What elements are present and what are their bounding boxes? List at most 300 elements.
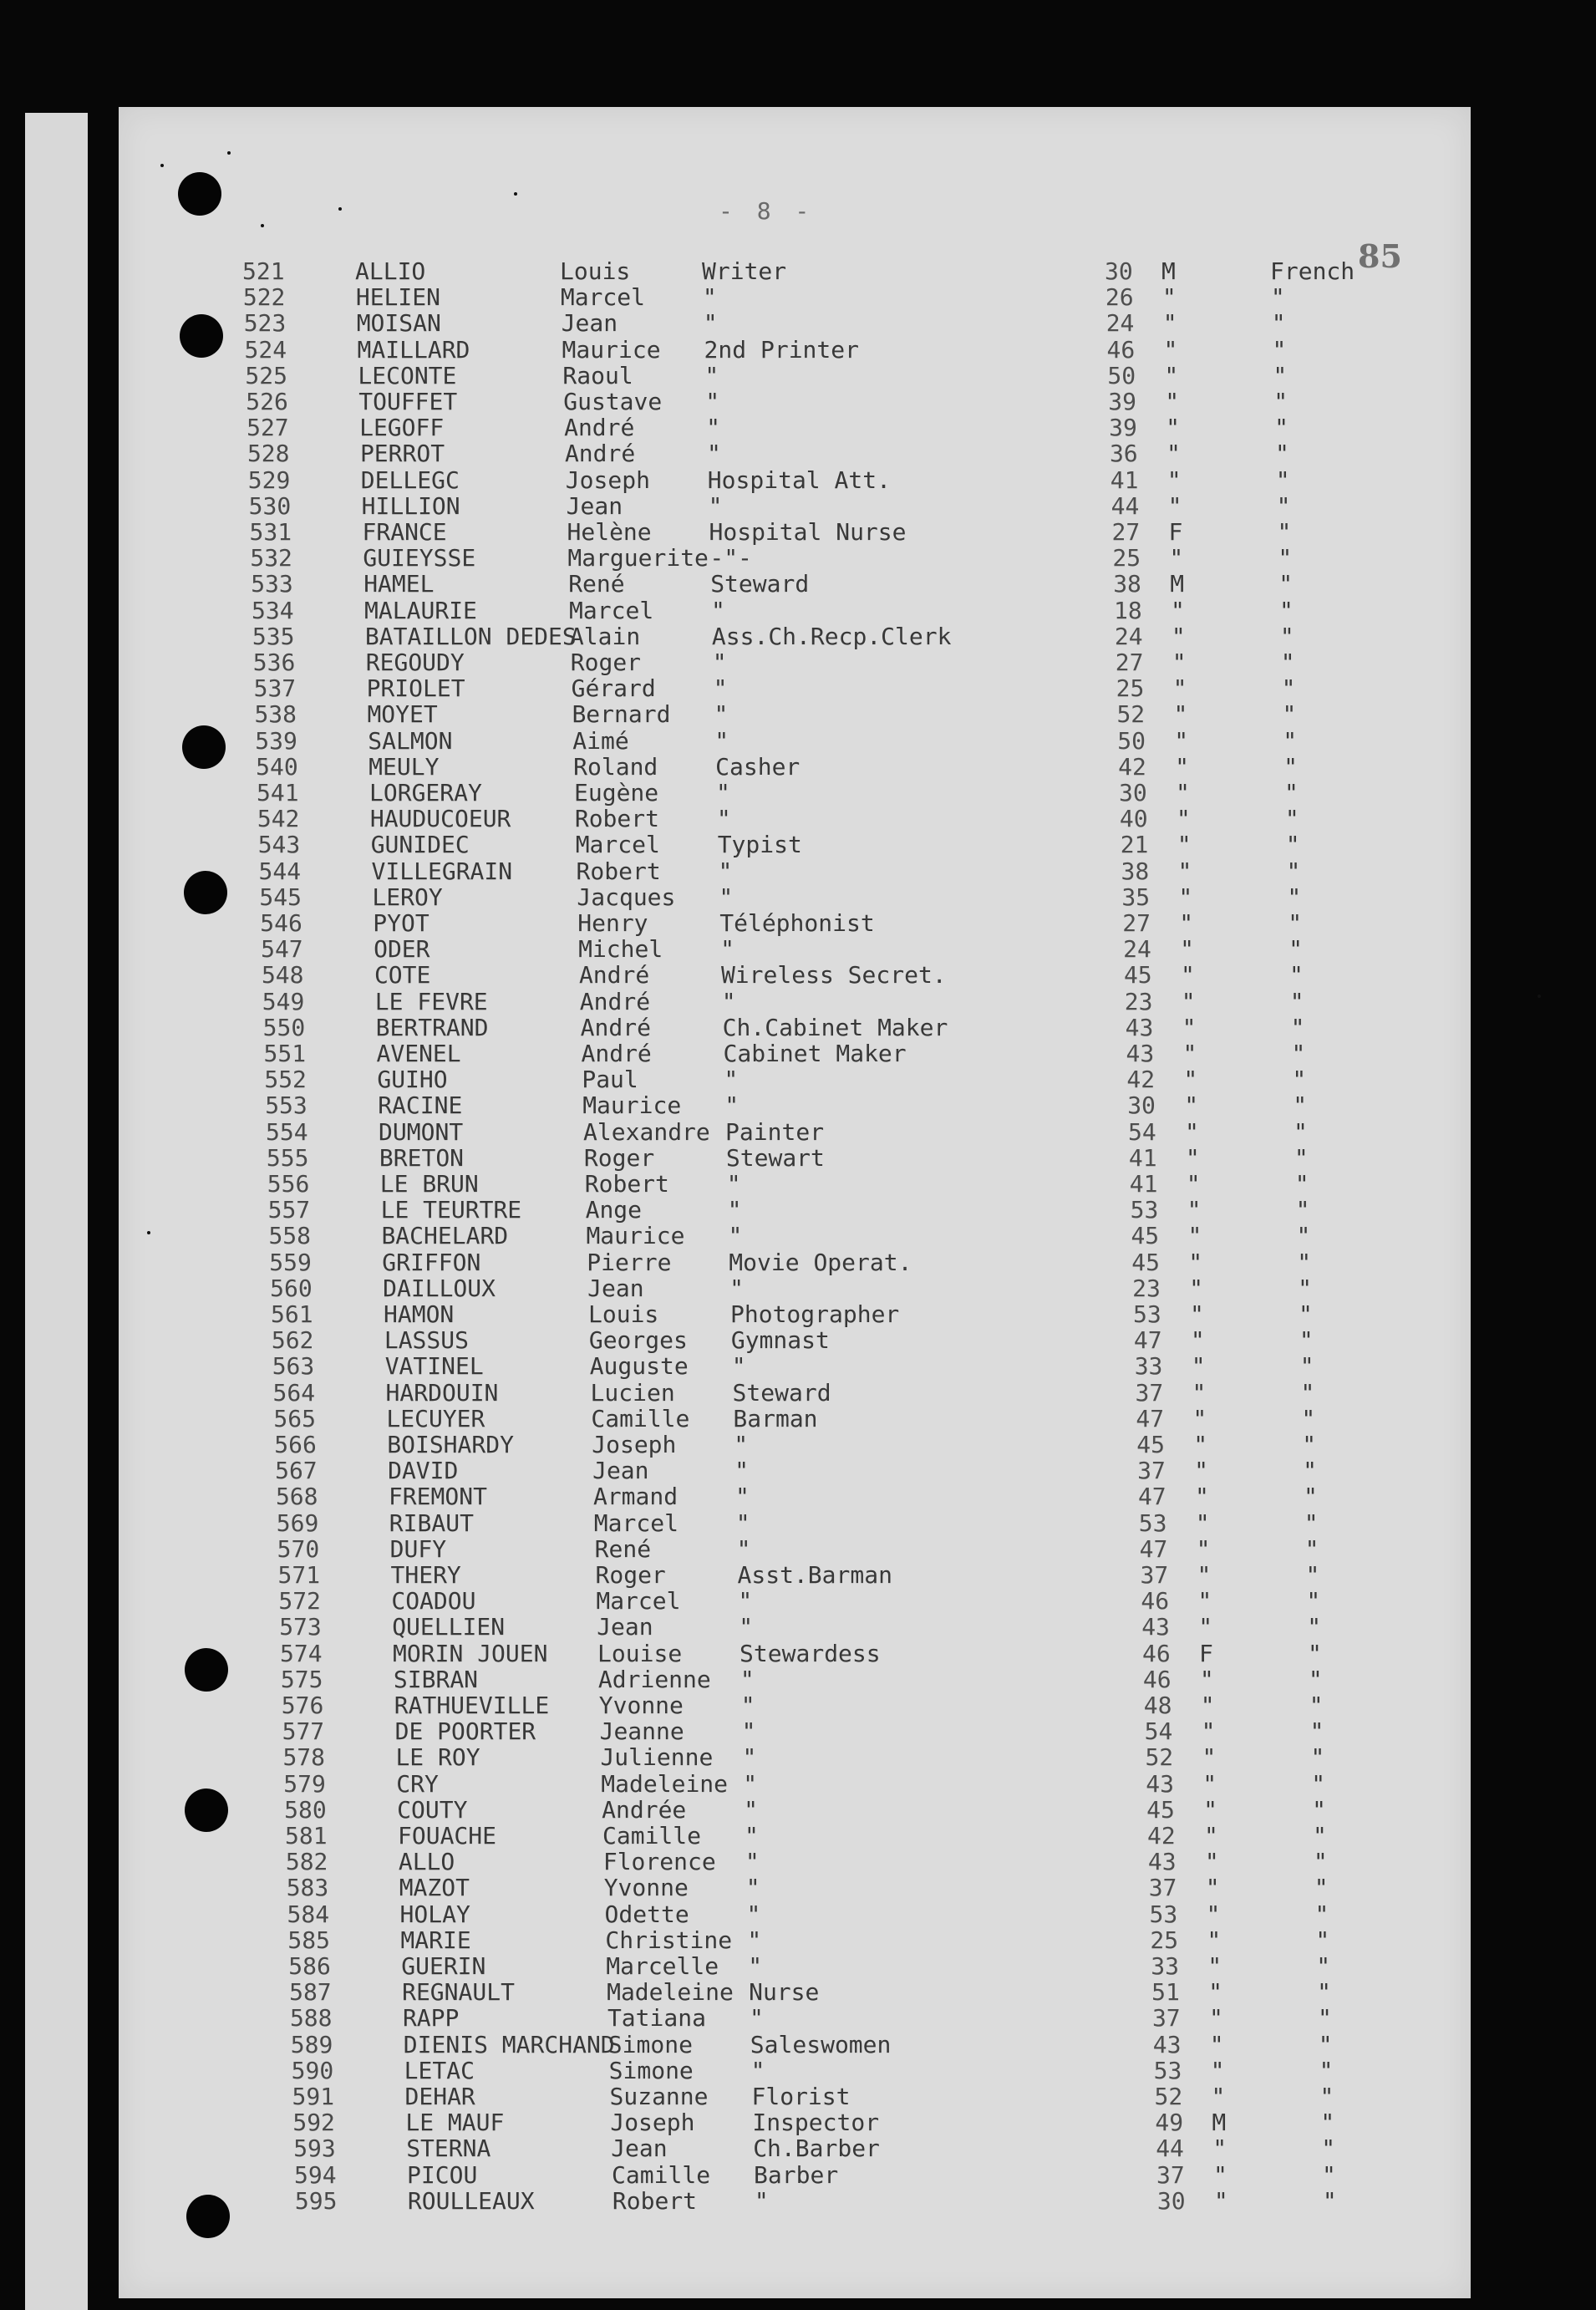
given-name: Joseph <box>610 2109 695 2137</box>
sex: " <box>1185 1117 1199 1146</box>
age: 25 <box>1112 544 1141 572</box>
row-number: 567 <box>275 1457 318 1485</box>
age: 54 <box>1128 1117 1156 1146</box>
row-number: 544 <box>258 857 302 885</box>
age: 23 <box>1132 1274 1161 1302</box>
given-name: Jacques <box>577 883 676 911</box>
age: 25 <box>1150 1926 1179 1954</box>
occupation: " <box>720 935 734 964</box>
age: 50 <box>1107 361 1136 389</box>
nationality: " <box>1278 544 1293 572</box>
sex: " <box>1180 935 1194 964</box>
age: 30 <box>1105 257 1133 285</box>
given-name: Robert <box>574 805 659 833</box>
occupation: Stewardess <box>740 1639 881 1667</box>
surname: HELIEN <box>355 283 440 312</box>
surname: HAMEL <box>363 570 435 598</box>
sex: " <box>1177 857 1192 885</box>
sex: M <box>1161 257 1176 285</box>
row-number: 580 <box>284 1795 327 1824</box>
occupation: " <box>721 987 736 1015</box>
surname: DUMONT <box>379 1117 464 1146</box>
row-number: 592 <box>292 2109 335 2137</box>
surname: LETAC <box>404 2056 475 2084</box>
nationality: " <box>1301 1404 1316 1432</box>
sex: " <box>1172 649 1187 676</box>
row-number: 577 <box>282 1717 325 1746</box>
surname: MALAURIE <box>364 596 477 624</box>
row-number: 535 <box>252 622 295 650</box>
surname: LORGERAY <box>369 779 482 806</box>
nationality: " <box>1288 909 1303 937</box>
surname: BOISHARDY <box>387 1431 514 1458</box>
sex: M <box>1212 2109 1227 2137</box>
age: 46 <box>1106 335 1136 364</box>
given-name: André <box>564 414 635 442</box>
surname: SALMON <box>368 726 453 755</box>
occupation: " <box>738 1587 753 1615</box>
age: 44 <box>1111 491 1140 520</box>
row-number: 587 <box>289 1978 332 2007</box>
occupation: " <box>745 1848 760 1876</box>
occupation: " <box>754 2186 769 2215</box>
age: 43 <box>1152 2030 1182 2058</box>
occupation: " <box>734 1483 750 1511</box>
row-number: 556 <box>267 1170 310 1198</box>
row-number: 538 <box>254 700 297 729</box>
age: 45 <box>1146 1795 1175 1824</box>
nationality: " <box>1308 1639 1322 1667</box>
row-number: 537 <box>253 674 297 703</box>
row-number: 524 <box>244 335 287 364</box>
occupation: " <box>740 1692 755 1719</box>
row-number: 564 <box>272 1378 316 1407</box>
row-number: 562 <box>271 1326 314 1355</box>
nationality: " <box>1304 1534 1319 1563</box>
nationality: " <box>1288 935 1303 964</box>
sex: " <box>1206 1900 1221 1928</box>
nationality: " <box>1272 335 1287 364</box>
surname: PICOU <box>407 2160 478 2189</box>
nationality: " <box>1270 283 1285 312</box>
occupation: Ch.Cabinet Maker <box>722 1013 948 1041</box>
occupation: " <box>724 1091 740 1120</box>
occupation: " <box>736 1534 751 1563</box>
surname: LE TEURTRE <box>380 1196 522 1224</box>
given-name: René <box>568 570 625 598</box>
row-number: 560 <box>270 1274 313 1302</box>
nationality: " <box>1314 1900 1329 1928</box>
nationality: " <box>1306 1587 1321 1615</box>
surname: RAPP <box>402 2004 460 2033</box>
row-number: 569 <box>276 1509 319 1537</box>
given-name: Alexandre <box>583 1117 710 1146</box>
sex: " <box>1167 491 1182 520</box>
age: 53 <box>1149 1900 1178 1928</box>
age: 37 <box>1135 1378 1164 1407</box>
nationality: " <box>1274 414 1288 442</box>
occupation: " <box>748 1952 763 1980</box>
given-name: Louise <box>597 1639 683 1667</box>
occupation: " <box>703 309 718 338</box>
age: 37 <box>1151 2004 1181 2033</box>
given-name: Marcel <box>575 831 660 859</box>
age: 46 <box>1142 1639 1171 1667</box>
age: 39 <box>1108 388 1136 415</box>
row-number: 563 <box>272 1352 315 1381</box>
age: 48 <box>1143 1692 1172 1719</box>
nationality: " <box>1303 1457 1317 1485</box>
sex: " <box>1197 1587 1212 1615</box>
occupation: " <box>728 1222 743 1250</box>
occupation: " <box>745 1822 759 1850</box>
row-number: 566 <box>274 1431 317 1458</box>
occupation: " <box>740 1665 755 1693</box>
row-number: 551 <box>263 1040 307 1067</box>
sex: " <box>1200 1692 1215 1719</box>
nationality: " <box>1303 1483 1318 1511</box>
surname: DE POORTER <box>394 1717 536 1746</box>
sex: " <box>1209 2030 1224 2058</box>
occupation: Téléphonist <box>719 909 875 937</box>
sex: " <box>1169 544 1184 572</box>
sex: " <box>1192 1404 1207 1432</box>
surname: ROULLEAUX <box>407 2186 535 2215</box>
row-number: 595 <box>294 2186 338 2215</box>
sex: " <box>1187 1196 1202 1224</box>
surname: HILLION <box>361 491 460 520</box>
sex: " <box>1189 1274 1203 1302</box>
surname: RIBAUT <box>389 1509 474 1537</box>
occupation: " <box>734 1431 749 1458</box>
surname: BRETON <box>379 1143 465 1172</box>
surname: ALLIO <box>355 257 426 285</box>
surname: MARIE <box>400 1926 471 1954</box>
nationality: " <box>1296 1222 1311 1250</box>
occupation: " <box>714 700 729 729</box>
sex: " <box>1208 1978 1222 2007</box>
given-name: Joseph <box>565 466 650 494</box>
given-name: Marcel <box>560 283 645 312</box>
sex: " <box>1182 1013 1197 1041</box>
sex: F <box>1199 1639 1213 1667</box>
sex: " <box>1198 1613 1213 1641</box>
row-number: 579 <box>283 1769 326 1798</box>
row-number: 570 <box>277 1534 320 1563</box>
row-number: 527 <box>247 414 289 442</box>
given-name: Paul <box>582 1066 638 1094</box>
sex: " <box>1176 779 1190 806</box>
sex: " <box>1190 1326 1205 1355</box>
nationality: " <box>1280 649 1295 676</box>
sex: " <box>1182 1040 1197 1067</box>
folio-number: 85 <box>1358 237 1402 275</box>
given-name: Suzanne <box>609 2083 709 2110</box>
given-name: Roger <box>570 649 642 676</box>
nationality: " <box>1298 1274 1312 1302</box>
occupation: Florist <box>751 2083 851 2110</box>
row-number: 539 <box>255 726 297 755</box>
nationality: " <box>1281 674 1296 703</box>
nationality: " <box>1290 1013 1305 1041</box>
age: 30 <box>1119 779 1147 806</box>
occupation: " <box>742 1743 757 1772</box>
row-number: 584 <box>287 1900 330 1928</box>
nationality: " <box>1291 1040 1306 1067</box>
surname: GUIHO <box>377 1066 448 1094</box>
given-name: Roland <box>573 752 658 781</box>
surname: PRIOLET <box>366 674 465 703</box>
surname: DEHAR <box>404 2083 475 2110</box>
surname: REGOUDY <box>365 649 465 676</box>
sex: " <box>1201 1717 1216 1746</box>
given-name: Yvonne <box>598 1692 684 1719</box>
occupation: Typist <box>717 831 802 859</box>
sex: " <box>1195 1509 1210 1537</box>
age: 18 <box>1114 596 1142 624</box>
given-name: Roger <box>583 1143 655 1172</box>
given-name: André <box>578 961 650 990</box>
age: 41 <box>1110 466 1139 494</box>
surname: LECONTE <box>358 361 457 389</box>
surname: RATHUEVILLE <box>394 1692 550 1719</box>
nationality: " <box>1282 700 1297 729</box>
given-name: Julienne <box>600 1743 714 1772</box>
row-number: 578 <box>282 1743 326 1772</box>
surname: PYOT <box>373 909 429 937</box>
given-name: Eugène <box>574 779 659 806</box>
occupation: " <box>719 883 734 911</box>
row-number: 589 <box>290 2030 333 2058</box>
occupation: " <box>704 361 719 389</box>
sex: " <box>1199 1665 1214 1693</box>
given-name: Jean <box>561 309 618 338</box>
nationality: " <box>1292 1066 1307 1094</box>
surname: REGNAULT <box>402 1978 515 2007</box>
given-name: Maurice <box>562 335 661 364</box>
nationality: " <box>1304 1509 1319 1537</box>
given-name: Henry <box>577 909 648 937</box>
given-name: Lucien <box>590 1378 675 1407</box>
occupation: " <box>714 726 729 755</box>
surname: MEULY <box>369 752 440 781</box>
given-name: Marcel <box>596 1587 681 1615</box>
nationality: " <box>1273 361 1288 389</box>
surname: BERTRAND <box>375 1013 489 1041</box>
given-name: Jean <box>587 1274 644 1302</box>
nationality: " <box>1320 2109 1335 2137</box>
sex: F <box>1168 518 1183 546</box>
given-name: Marcel <box>569 596 654 624</box>
surname: QUELLIEN <box>392 1613 506 1641</box>
given-name: Camille <box>602 1822 702 1850</box>
nationality: " <box>1312 1795 1326 1824</box>
sex: " <box>1171 596 1185 624</box>
sex: " <box>1161 283 1177 312</box>
nationality: " <box>1316 1952 1331 1980</box>
row-number: 583 <box>286 1874 329 1902</box>
given-name: Raoul <box>562 361 633 389</box>
age: 43 <box>1126 1040 1155 1067</box>
row-number: 536 <box>252 649 296 676</box>
given-name: Jean <box>611 2134 668 2163</box>
age: 30 <box>1156 2186 1186 2215</box>
age: 43 <box>1125 1013 1154 1041</box>
given-name: Gérard <box>571 674 656 703</box>
given-name: Jean <box>597 1613 653 1641</box>
given-name: Joseph <box>592 1431 677 1458</box>
row-number: 586 <box>288 1952 331 1980</box>
age: 45 <box>1131 1248 1161 1276</box>
row-number: 521 <box>242 257 285 285</box>
sex: " <box>1207 1952 1222 1980</box>
sex: " <box>1186 1170 1201 1198</box>
sex: " <box>1184 1091 1199 1120</box>
occupation: Painter <box>725 1117 825 1146</box>
surname: LE BRUN <box>379 1170 479 1198</box>
occupation: " <box>718 857 733 885</box>
nationality: " <box>1322 2160 1336 2189</box>
occupation: " <box>708 491 723 520</box>
occupation: Gymnast <box>730 1326 830 1355</box>
nationality: French <box>1270 257 1355 285</box>
row-number: 573 <box>279 1613 322 1641</box>
row-number: 552 <box>264 1066 307 1094</box>
age: 30 <box>1127 1091 1156 1120</box>
sex: " <box>1204 1822 1218 1850</box>
given-name: Andrée <box>602 1795 687 1824</box>
given-name: Robert <box>576 857 661 885</box>
age: 52 <box>1154 2083 1183 2110</box>
nationality: " <box>1319 2083 1334 2110</box>
given-name: Gustave <box>563 388 663 415</box>
sex: " <box>1177 831 1192 859</box>
sex: " <box>1167 466 1182 494</box>
sex: " <box>1193 1431 1208 1458</box>
sex: " <box>1196 1534 1211 1563</box>
surname: MAILLARD <box>357 335 470 364</box>
row-number: 530 <box>248 491 292 520</box>
surname: ODER <box>374 935 430 964</box>
given-name: Marcel <box>593 1509 679 1537</box>
nationality: " <box>1299 1326 1314 1355</box>
occupation: " <box>726 1170 741 1198</box>
given-name: André <box>580 1013 651 1041</box>
row-number: 554 <box>266 1117 308 1146</box>
row-number: 591 <box>292 2083 335 2110</box>
sex: " <box>1185 1143 1200 1172</box>
surname: COUTY <box>397 1795 468 1824</box>
nationality: " <box>1274 440 1289 468</box>
sex: " <box>1210 2056 1225 2084</box>
given-name: Madeleine <box>607 1978 734 2007</box>
given-name: Jeanne <box>599 1717 684 1746</box>
row-number: 548 <box>261 961 304 990</box>
occupation: Steward <box>710 570 810 598</box>
age: 54 <box>1144 1717 1173 1746</box>
age: 47 <box>1133 1326 1162 1355</box>
surname: BATAILLON DEDES <box>364 622 577 650</box>
surname: ALLO <box>398 1848 455 1876</box>
sex: " <box>1213 2160 1227 2189</box>
row-number: 561 <box>271 1300 313 1328</box>
row-number: 549 <box>262 987 305 1015</box>
nationality: " <box>1305 1561 1320 1589</box>
age: 43 <box>1147 1848 1177 1876</box>
row-number: 547 <box>261 935 303 964</box>
nationality: " <box>1302 1431 1317 1458</box>
nationality: " <box>1284 805 1299 833</box>
surname: MORIN JOUEN <box>393 1639 548 1667</box>
surname: GRIFFON <box>382 1248 481 1276</box>
sex: " <box>1190 1300 1204 1328</box>
given-name: Robert <box>584 1170 669 1198</box>
surname: HAUDUCOEUR <box>369 805 511 833</box>
occupation: " <box>741 1717 756 1746</box>
occupation: " <box>706 440 721 468</box>
surname: STERNA <box>406 2134 491 2163</box>
surname: LE FEVRE <box>374 987 488 1015</box>
sex: " <box>1178 883 1193 911</box>
given-name: Adrienne <box>597 1665 711 1693</box>
occupation: " <box>705 388 720 415</box>
given-name: Marguerite <box>567 544 709 572</box>
nationality: " <box>1287 883 1302 911</box>
age: 44 <box>1156 2134 1184 2163</box>
nationality: " <box>1313 1822 1327 1850</box>
age: 47 <box>1137 1483 1167 1511</box>
surname: DIENIS MARCHAND <box>403 2030 615 2058</box>
sex: " <box>1181 987 1196 1015</box>
occupation: Cabinet Maker <box>723 1040 907 1067</box>
age: 27 <box>1111 518 1141 546</box>
given-name: Aimé <box>572 726 629 755</box>
row-number: 540 <box>256 752 298 781</box>
surname: DAILLOUX <box>383 1274 496 1302</box>
age: 37 <box>1156 2160 1185 2189</box>
sex: " <box>1202 1769 1217 1798</box>
given-name: Yvonne <box>603 1874 689 1902</box>
sex: " <box>1212 2134 1227 2163</box>
surname: FREMONT <box>388 1483 487 1511</box>
nationality: " <box>1275 466 1290 494</box>
occupation: Steward <box>732 1378 831 1407</box>
occupation: " <box>743 1769 758 1798</box>
surname: THERY <box>390 1561 461 1589</box>
row-number: 558 <box>268 1222 312 1250</box>
row-number: 588 <box>289 2004 333 2033</box>
row-number: 590 <box>291 2056 334 2084</box>
occupation: Hospital Att. <box>707 466 891 494</box>
age: 42 <box>1147 1822 1176 1850</box>
given-name: Auguste <box>589 1352 689 1381</box>
nationality: " <box>1309 1692 1324 1719</box>
nationality: " <box>1299 1300 1313 1328</box>
surname: LECUYER <box>386 1404 485 1432</box>
sex: " <box>1211 2083 1226 2110</box>
nationality: " <box>1300 1378 1315 1407</box>
row-number: 523 <box>243 309 287 338</box>
nationality: " <box>1294 1170 1309 1198</box>
age: 47 <box>1136 1404 1165 1432</box>
occupation: " <box>729 1274 744 1302</box>
occupation: 2nd Printer <box>704 335 859 364</box>
occupation: Saleswomen <box>750 2030 892 2058</box>
occupation: Inspector <box>752 2109 880 2137</box>
age: 39 <box>1109 414 1137 442</box>
row-number: 532 <box>250 544 292 572</box>
age: 42 <box>1118 752 1146 781</box>
